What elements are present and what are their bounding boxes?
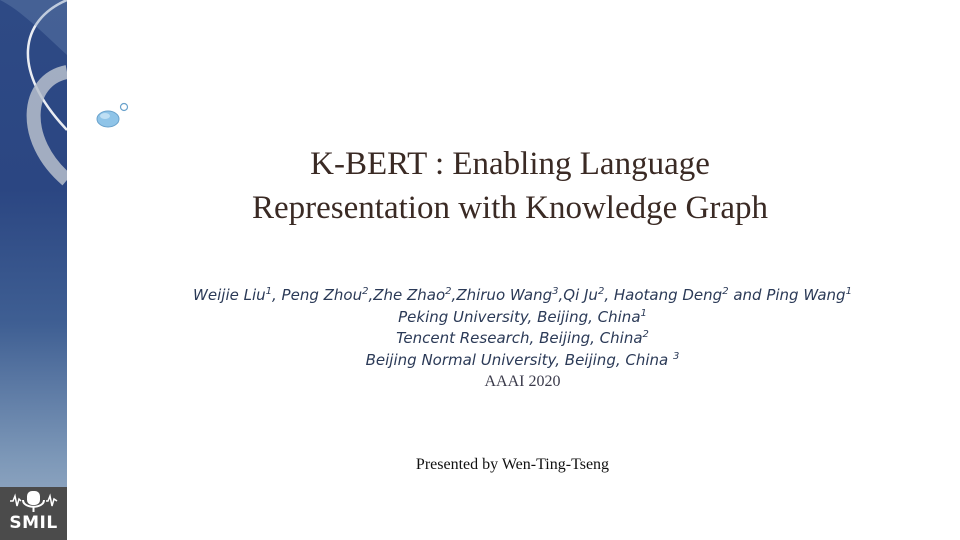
affiliation-2: Tencent Research, Beijing, China$^2$ [396,329,649,347]
author-affiliation-sup: 2 [445,286,452,297]
smil-logo [0,487,67,540]
author-name: , Haotang Deng [604,286,723,304]
author-affiliation-sup: 2 [362,286,369,297]
author-block [150,285,895,393]
logo-text: SMIL [9,513,58,533]
sidebar-decoration [0,0,67,540]
slide-title [200,142,820,230]
author-name: , Peng Zhou [272,286,363,304]
title-line-1: K-BERT : Enabling Language [310,146,710,182]
author-name: ,Zhiruo Wang [451,286,553,304]
author-affiliation-sup: 1 [265,286,273,297]
sidebar-arcs [0,0,67,540]
author-name: ,Zhe Zhao [368,286,446,304]
venue-label: AAAI 2020 [484,373,561,390]
affiliation-1: Peking University, Beijing, China$^1$ [398,307,647,326]
author-affiliation-sup: 3 [552,286,559,297]
bubble-decoration [94,100,134,130]
affiliation-3: Beijing Normal University, Beijing, China $^3$ [365,350,680,369]
author-affiliation-sup: 1 [845,286,852,297]
presenter-credit: Presented by Wen-Ting-Tseng [415,456,610,473]
author-name: and Ping Wang [728,286,846,304]
title-line-2: Representation with Knowledge Graph [252,190,768,226]
author-affiliation-sup: 2 [597,286,605,297]
author-list [150,285,895,307]
author-name: ,Qi Ju [558,286,598,304]
author-name: Weijie Liu [193,286,266,304]
microphone-icon [0,487,67,515]
author-affiliation-sup: 2 [722,286,729,297]
